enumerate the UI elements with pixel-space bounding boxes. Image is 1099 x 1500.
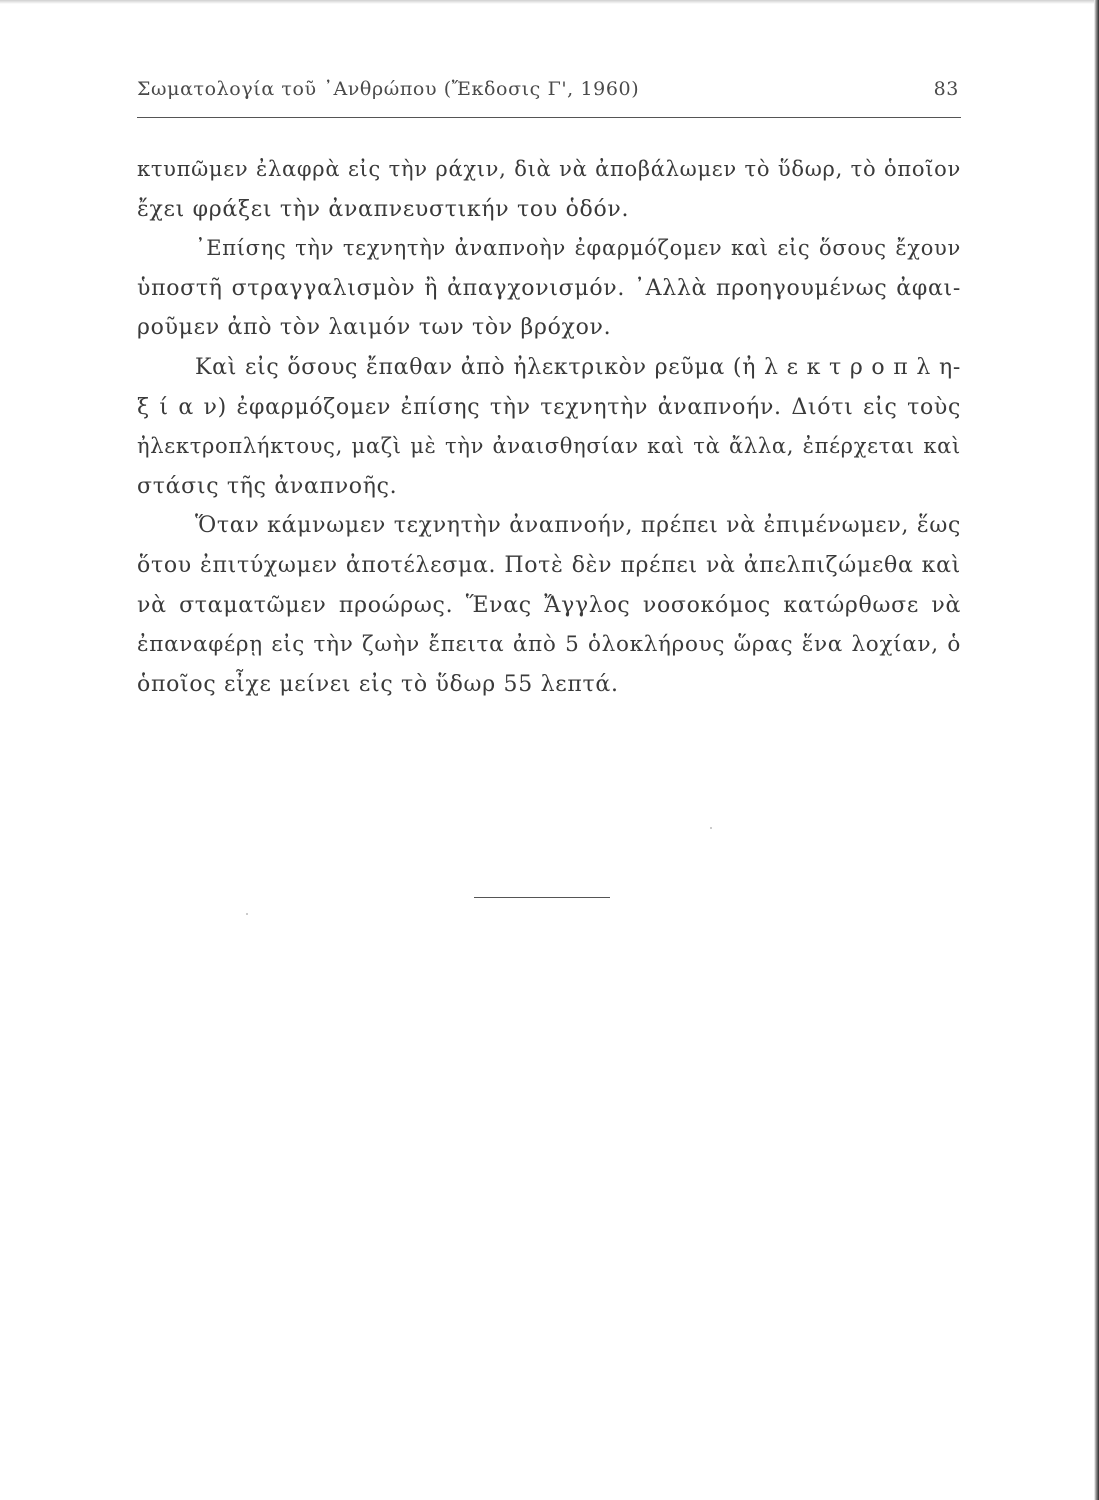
- scan-speck: [710, 827, 712, 829]
- scan-edge-right: [1094, 0, 1099, 1500]
- scan-edge-top: [0, 0, 1099, 4]
- paragraph-start-line: ᾿Επίσης τὴν τεχνητὴν ἀναπνοὴν ἐφαρμόζομεν καὶ εἰς ὅσους ἔχουν: [195, 236, 961, 261]
- paragraph-start-line: Καὶ εἰς ὅσους ἔπαθαν ἀπὸ ἠλεκτρικὸν ρεῦμα (ἠ λ ε κ τ ρ ο π λ η-: [195, 354, 961, 380]
- paragraph-start-line: Ὅταν κάμνωμεν τεχνητὴν ἀναπνοήν, πρέπει νὰ ἐπιμένωμεν, ἕως: [195, 513, 961, 539]
- text-line: ροῦμεν ἀπὸ τὸν λαιμόν των τὸν βρόχον.: [137, 315, 612, 341]
- text-line: νὰ σταματῶμεν προώρως. Ἕνας Ἄγγλος νοσοκόμος κατώρθωσε νὰ: [137, 592, 961, 618]
- page-body: [137, 150, 961, 704]
- text-line: ἐπαναφέρῃ εἰς τὴν ζωὴν ἔπειτα ἀπὸ 5 ὁλοκλήρους ὥρας ἕνα λοχίαν, ὁ: [137, 632, 961, 658]
- header-rule: [137, 117, 961, 118]
- text-line: κτυπῶμεν ἐλαφρὰ εἰς τὴν ράχιν, διὰ νὰ ἀποβάλωμεν τὸ ὕδωρ, τὸ ὁποῖον: [137, 157, 961, 181]
- running-header: [137, 78, 961, 108]
- text-line: στάσις τῆς ἀναπνοῆς.: [137, 473, 398, 499]
- text-line: ἠλεκτροπλήκτους, μαζὶ μὲ τὴν ἀναισθησίαν καὶ τὰ ἄλλα, ἐπέρχεται καὶ: [137, 434, 961, 459]
- text-line: ἔχει φράξει τὴν ἀναπνευστικήν του ὁδόν.: [137, 196, 630, 222]
- book-title: Σωματολογία τοῦ ᾿Ανθρώπου (Ἔκδοσις Γ', 1960): [137, 78, 640, 100]
- section-end-rule: [474, 897, 610, 898]
- text-line: ὁποῖος εἶχε μείνει εἰς τὸ ὕδωρ 55 λεπτά.: [137, 671, 619, 697]
- text-line: ὅτου ἐπιτύχωμεν ἀποτέλεσμα. Ποτὲ δὲν πρέπει νὰ ἀπελπιζώμεθα καὶ: [137, 552, 961, 578]
- text-line: ὑποστῆ στραγγαλισμὸν ἢ ἀπαγχονισμόν. ᾿Αλλὰ προηγουμένως ἀφαι-: [137, 275, 961, 301]
- scan-speck: [246, 913, 248, 915]
- page-number: 83: [933, 78, 959, 100]
- text-line: ξ ί α ν) ἐφαρμόζομεν ἐπίσης τὴν τεχνητὴν ἀναπνοήν. Διότι εἰς τοὺς: [137, 394, 961, 420]
